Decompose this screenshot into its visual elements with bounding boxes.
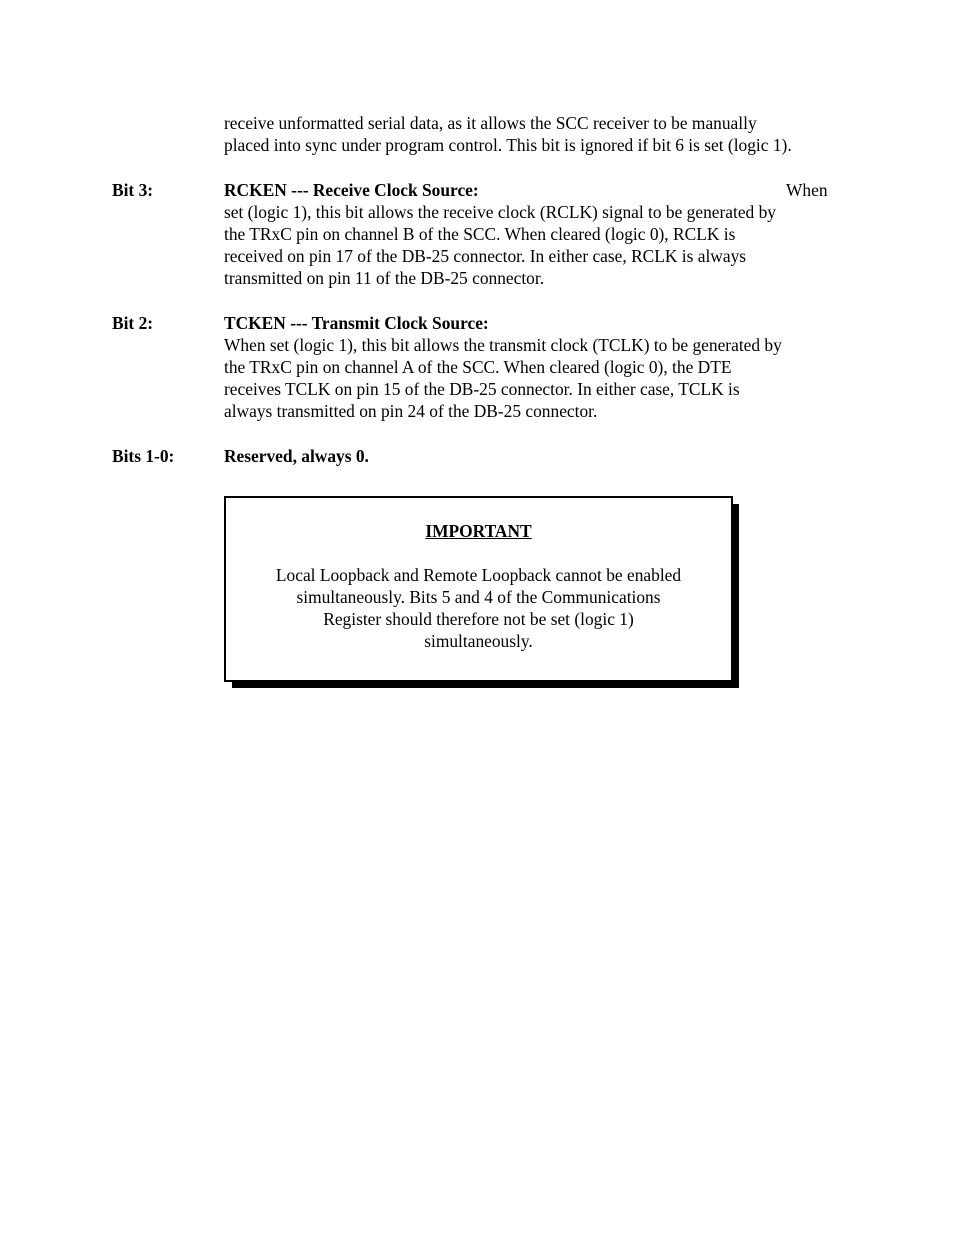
bit2-label: Bit 2:	[112, 313, 154, 333]
bits10-label: Bits 1-0:	[112, 446, 175, 466]
notice-line-3: Register should therefore not be set (logic 1)	[323, 609, 634, 629]
bit2-line-1: When set (logic 1), this bit allows the transmit clock (TCLK) to be generated by	[224, 335, 782, 355]
bit3-line-2: the TRxC pin on channel B of the SCC. When cleared (logic 0), RCLK is	[224, 224, 736, 244]
bit3-line-1: set (logic 1), this bit allows the receive clock (RCLK) signal to be generated by	[224, 202, 776, 222]
intro-line-2: placed into sync under program control. This bit is ignored if bit 6 is set (logic 1).	[224, 135, 792, 155]
notice-title: IMPORTANT	[425, 521, 532, 541]
notice-line-2: simultaneously. Bits 5 and 4 of the Communications	[296, 587, 661, 607]
bits10-heading: Reserved, always 0.	[224, 446, 369, 466]
notice-line-1: Local Loopback and Remote Loopback cannot be enabled	[275, 565, 682, 585]
bit3-line-3: received on pin 17 of the DB-25 connector. In either case, RCLK is always	[224, 246, 747, 266]
bit3-line-4: transmitted on pin 11 of the DB-25 connector.	[224, 268, 545, 288]
intro-line-1: receive unformatted serial data, as it allows the SCC receiver to be manually	[224, 113, 757, 133]
bit3-heading-tail: When	[786, 180, 828, 200]
bit2-line-3: receives TCLK on pin 15 of the DB-25 connector. In either case, TCLK is	[224, 379, 740, 399]
bit2-line-4: always transmitted on pin 24 of the DB-25 connector.	[224, 401, 598, 421]
notice-line-4: simultaneously.	[424, 631, 533, 651]
bit2-line-2: the TRxC pin on channel A of the SCC. When cleared (logic 0), the DTE	[224, 357, 732, 377]
bit3-label: Bit 3:	[112, 180, 154, 200]
bit3-heading: RCKEN --- Receive Clock Source:	[224, 180, 479, 200]
important-notice-box	[224, 496, 733, 682]
bit2-heading: TCKEN --- Transmit Clock Source:	[224, 313, 489, 333]
